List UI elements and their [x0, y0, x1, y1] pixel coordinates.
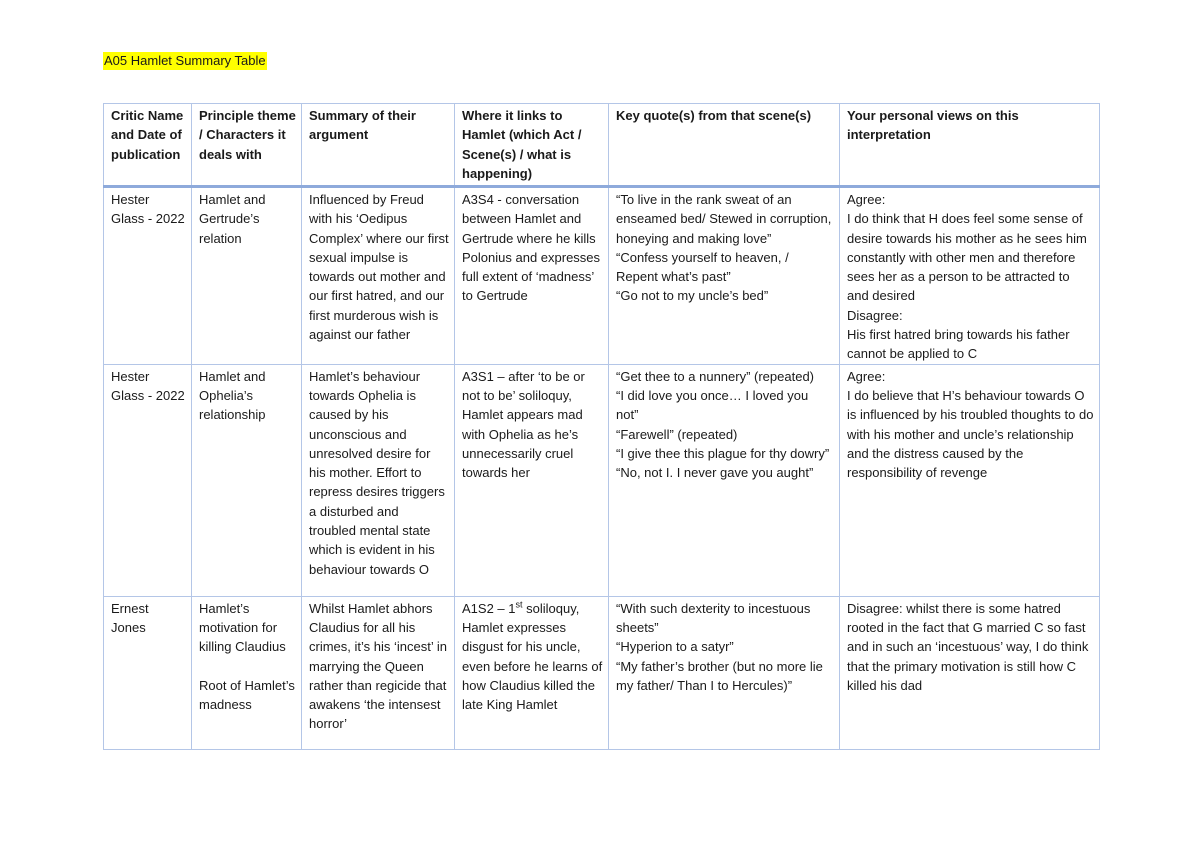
theme-line: Root of Hamlet’s madness [199, 677, 295, 712]
view-line: Disagree: whilst there is some hatred rooted in the fact that G married C so fast and in such an ‘incestuous’ way, I do think that the primary motivation is still how C killed his dad [847, 600, 1089, 693]
table-header-row [104, 104, 1100, 187]
link-prefix: A1S2 – 1 [462, 600, 516, 616]
cell-link: A3S1 – after ‘to be or not to be’ soliloquy, Hamlet appears mad with Ophelia as he’s unnecessarily cruel towards her [455, 364, 609, 596]
table-row [104, 596, 1100, 749]
view-line: Agree: [847, 192, 886, 207]
quote-line: “I did love you once… I loved you not” [616, 387, 809, 423]
cell-link [455, 596, 609, 749]
quote-line: “Farewell” (repeated) [616, 426, 738, 442]
quote-line: “I give thee this plague for thy dowry” [616, 445, 830, 461]
cell-theme [192, 596, 302, 749]
cell-quotes [609, 364, 840, 596]
quote-line: “Hyperion to a satyr” [616, 639, 734, 655]
view-line: I do think that H does feel some sense of desire towards his mother as he sees him constantly with other men and therefore sees her as a person to be attracted to and desired [847, 211, 1087, 304]
view-line: Disagree: [847, 307, 903, 323]
summary-table [103, 103, 1100, 750]
header-views: Your personal views on this interpretation [840, 104, 1100, 187]
quote-line: “No, not I. I never gave you aught” [616, 465, 814, 481]
view-line: I do believe that H’s behaviour towards O is influenced by his troubled thoughts to do with his mother and uncle’s relationship and the distress caused by the responsibility of revenge [847, 387, 1094, 481]
cell-critic: Ernest Jones [104, 596, 192, 749]
quote-line: “With such dexterity to incestuous sheets” [616, 600, 811, 635]
theme-line: Hamlet’s motivation for killing Claudius [199, 600, 286, 655]
header-link: Where it links to Hamlet (which Act / Scene(s) / what is happening) [455, 104, 609, 187]
table-row [104, 364, 1100, 596]
cell-views [840, 187, 1100, 365]
cell-critic: Hester Glass - 2022 [104, 187, 192, 365]
cell-critic: Hester Glass - 2022 [104, 364, 192, 596]
quote-line: “My father’s brother (but no more lie my father/ Than I to Hercules)” [616, 658, 823, 693]
cell-theme: Hamlet and Ophelia’s relationship [192, 364, 302, 596]
cell-quotes [609, 187, 840, 365]
cell-summary: Influenced by Freud with his ‘Oedipus Complex’ where our first sexual impulse is towards out mother and our first hatred, and our first murderous wish is against our father [302, 187, 455, 365]
header-theme: Principle theme / Characters it deals with [192, 104, 302, 187]
cell-summary: Hamlet’s behaviour towards Ophelia is caused by his unconscious and unresolved desire for his mother. Effort to repress desires triggers a disturbed and troubled mental state which is evident in his behaviour towards O [302, 364, 455, 596]
cell-theme: Hamlet and Gertrude’s relation [192, 187, 302, 365]
view-line: His first hatred bring towards his father cannot be applied to C [847, 327, 1070, 362]
cell-quotes [609, 596, 840, 749]
view-line: Agree: [847, 368, 886, 384]
ordinal-suffix: st [515, 599, 523, 610]
cell-views [840, 364, 1100, 596]
quote-line: “Confess yourself to heaven, / Repent what’s past” [616, 249, 789, 285]
quote-line: “To live in the rank sweat of an enseamed bed/ Stewed in corruption, honeying and making love” [616, 192, 832, 246]
quote-line: “Get thee to a nunnery” (repeated) [616, 368, 815, 384]
link-suffix: soliloquy, Hamlet expresses disgust for his uncle, even before he learns of how Claudius killed the late King Hamlet [462, 600, 603, 713]
document-title: A05 Hamlet Summary Table [104, 53, 266, 68]
table-row [104, 187, 1100, 365]
header-quotes: Key quote(s) from that scene(s) [609, 104, 840, 187]
quote-line: “Go not to my uncle’s bed” [616, 288, 769, 304]
cell-summary: Whilst Hamlet abhors Claudius for all his crimes, it’s his ‘incest’ in marrying the Queen rather than regicide that awakens ‘the intensest horror’ [302, 596, 455, 749]
cell-views [840, 596, 1100, 749]
header-critic: Critic Name and Date of publication [104, 104, 192, 187]
cell-link: A3S4 - conversation between Hamlet and Gertrude where he kills Polonius and expresses full extent of ‘madness’ to Gertrude [455, 187, 609, 365]
header-summary: Summary of their argument [302, 104, 455, 187]
blank-line [199, 657, 296, 676]
